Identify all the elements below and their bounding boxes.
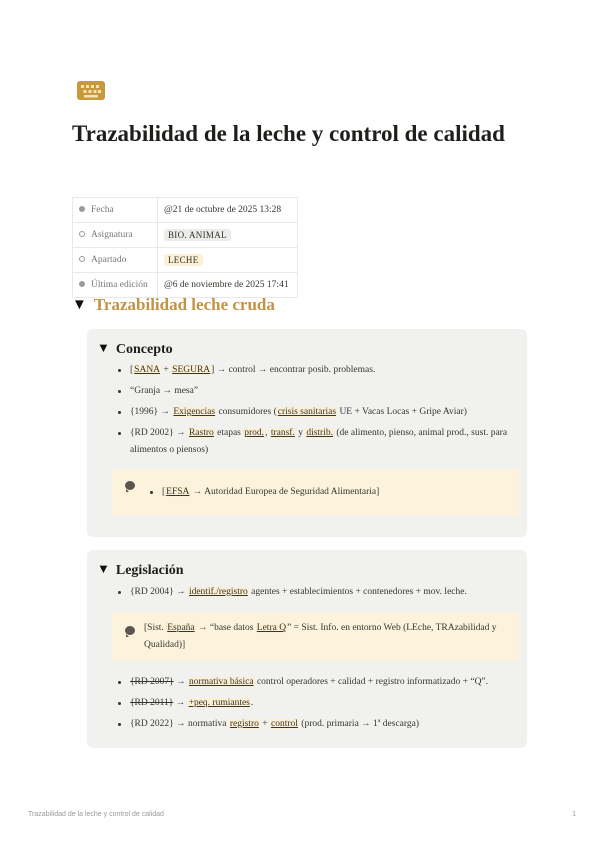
text-run: UE + Vacas Locas + Gripe Aviar): [337, 407, 467, 417]
highlight-text: control: [270, 719, 298, 729]
highlight-text: Rastro: [188, 428, 214, 438]
property-row: [73, 223, 298, 248]
date-mention[interactable]: @6 de noviembre de 2025 17:41: [164, 280, 289, 290]
legislacion-heading-text: Legislación: [115, 563, 184, 578]
highlight-text: normativa básica: [188, 677, 254, 687]
list-item: [118, 362, 518, 379]
list-item: [150, 484, 510, 501]
footer-title: Trazabilidad de la leche y control de calidad: [28, 811, 164, 818]
text-run: consumidores (: [216, 407, 277, 417]
letra-q-callout: [112, 612, 519, 661]
text-run: {1996} →: [130, 407, 173, 417]
highlight-text: SANA: [134, 365, 161, 375]
text-run: [: [130, 365, 134, 375]
list-item: [118, 383, 518, 400]
highlight-text: transf.: [270, 428, 295, 438]
list-item: [118, 716, 518, 733]
list-item: [118, 584, 518, 601]
toggle-triangle-icon[interactable]: ▼: [97, 561, 110, 576]
text-run: ] → control → encontrar posib. problemas.: [211, 365, 376, 375]
concepto-toggle-heading[interactable]: [97, 339, 173, 360]
text-run: etapas: [214, 428, 244, 438]
property-key: [73, 223, 158, 248]
property-label: Fecha: [91, 205, 114, 215]
speech-bubble-icon: [125, 626, 135, 635]
concepto-heading-text: Concepto: [115, 342, 173, 357]
text-run: (prod. primaria → 1ª descarga): [298, 719, 420, 729]
property-row: [73, 198, 298, 223]
callout-text: [144, 620, 510, 654]
properties-table: [72, 197, 298, 298]
asignatura-tag[interactable]: BIO. ANIMAL: [164, 229, 231, 241]
list-item: [118, 695, 518, 712]
clock-icon: [79, 281, 85, 287]
highlight-text: prod.: [244, 428, 265, 438]
strikethrough-text: {RD 2011}: [130, 698, 174, 708]
clock-icon: [79, 206, 85, 212]
toggle-triangle-icon[interactable]: ▼: [97, 340, 110, 355]
apartado-tag[interactable]: LECHE: [164, 254, 203, 266]
text-run: → “base datos: [195, 623, 256, 633]
text-run: +: [161, 365, 172, 375]
speech-bubble-icon: [125, 481, 135, 490]
text-run: → Autoridad Europea de Seguridad Alimentaria]: [190, 487, 380, 497]
section-toggle-heading[interactable]: [72, 293, 275, 318]
page-footer: [28, 811, 576, 818]
highlight-text: España: [167, 623, 195, 633]
property-key: [73, 198, 158, 223]
text-run: agentes + establecimientos + contenedores + mov. leche.: [248, 587, 467, 597]
property-value[interactable]: [158, 223, 298, 248]
highlight-text: +peq. rumiantes: [188, 698, 250, 708]
text-run: {RD 2002} →: [130, 428, 188, 438]
highlight-text: EFSA: [166, 487, 190, 497]
toggle-triangle-icon[interactable]: ▼: [72, 297, 87, 313]
text-run: →: [173, 677, 188, 687]
property-key: [73, 248, 158, 273]
text-run: ,: [265, 428, 270, 438]
list-item: [118, 404, 518, 421]
text-run: {RD 2022} → normativa: [130, 719, 229, 729]
property-value[interactable]: [158, 248, 298, 273]
highlight-text: crisis sanitarias: [277, 407, 337, 417]
highlight-text: SEGURA: [172, 365, 211, 375]
list-item: [118, 425, 518, 459]
select-icon: [79, 231, 85, 237]
highlight-text: identif./registro: [188, 587, 248, 597]
text-run: →: [173, 698, 188, 708]
page-number: 1: [572, 811, 576, 818]
text-run: (de alimento, pienso, animal prod., sust. para alimentos o piensos): [130, 428, 508, 455]
text-run: y: [295, 428, 306, 438]
date-mention[interactable]: @21 de octubre de 2025 13:28: [164, 205, 282, 215]
property-label: Apartado: [91, 255, 127, 265]
text-run: [Sist.: [144, 623, 167, 633]
text-run: control operadores + calidad + registro informatizado + “Q”.: [254, 677, 489, 687]
legislacion-toggle-heading[interactable]: [97, 560, 184, 581]
property-value[interactable]: [158, 198, 298, 223]
text-run: +: [259, 719, 270, 729]
text-run: .: [250, 698, 254, 708]
property-row: [73, 248, 298, 273]
highlight-text: distrib.: [306, 428, 333, 438]
page-title: Trazabilidad de la leche y control de calidad: [72, 121, 505, 146]
list-item: [118, 674, 518, 691]
highlight-text: registro: [229, 719, 259, 729]
text-run: “Granja → mesa”: [130, 386, 199, 396]
highlight-text: Letra Q: [256, 623, 287, 633]
section-heading-text: Trazabilidad leche cruda: [93, 295, 275, 314]
text-run: [: [162, 487, 166, 497]
property-label: Asignatura: [91, 230, 133, 240]
property-label: Última edición: [91, 280, 148, 290]
text-run: ” = Sist. Info. en entorno Web (LEche, TRAzabilidad y Qualidad)]: [144, 623, 497, 650]
highlight-text: Exigencias: [173, 407, 216, 417]
select-icon: [79, 256, 85, 262]
keyboard-icon: [76, 78, 106, 102]
text-run: {RD 2004} →: [130, 587, 188, 597]
strikethrough-text: {RD 2007}: [130, 677, 174, 687]
